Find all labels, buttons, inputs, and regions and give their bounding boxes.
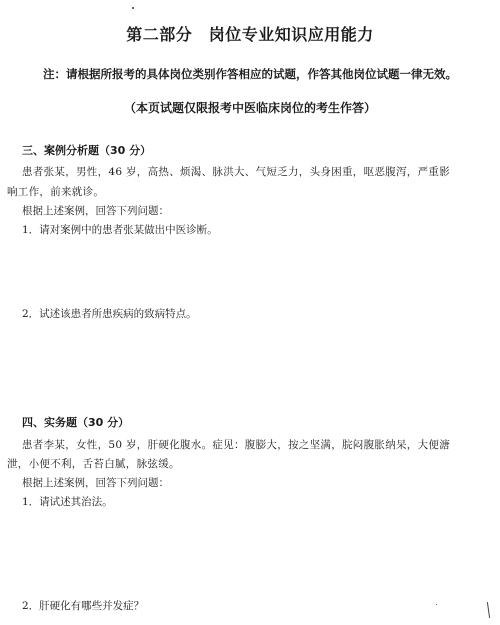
section-4-heading: 四、实务题（30 分） (22, 416, 130, 429)
section-3-prompt: 根据上述案例，回答下列问题： (22, 205, 169, 217)
section-3-heading: 三、案例分析题（30 分） (22, 144, 152, 157)
section-3-question-1: 1．请对案例中的患者张某做出中医诊断。 (22, 224, 218, 236)
section-4-question-1: 1．请试述其治法。 (22, 496, 113, 508)
page-title: 第二部分 岗位专业知识应用能力 (126, 25, 374, 44)
section-4-question-2: 2．肝硬化有哪些并发症？ (22, 600, 145, 612)
section-4-case-line-2: 泄，小便不利，舌苔白腻，脉弦缓。 (7, 458, 180, 470)
section-4-case-line-1: 患者李某，女性，50 岁，肝硬化腹水。症见：腹膨大，按之坚满，脘闷腹胀纳呆，大便溏 (22, 439, 450, 451)
section-3-question-2: 2．试述该患者所患疾病的致病特点。 (22, 308, 197, 320)
answer-notice: 注：请根据所报考的具体岗位类别作答相应的试题，作答其他岗位试题一律无效。 (43, 67, 457, 81)
section-4-prompt: 根据上述案例，回答下列问题： (22, 477, 169, 489)
section-3-case-line-1: 患者张某，男性，46 岁，高热、烦渴、脉洪大、气短乏力，头身困重，呕恶腹泻，严重影 (22, 166, 450, 178)
scan-edge-mark (487, 602, 490, 618)
scan-speck (436, 604, 437, 605)
scan-speck (132, 7, 134, 9)
scope-note: （本页试题仅限报考中医临床岗位的考生作答） (123, 101, 376, 115)
section-3-case-line-2: 响工作，前来就诊。 (7, 186, 105, 198)
